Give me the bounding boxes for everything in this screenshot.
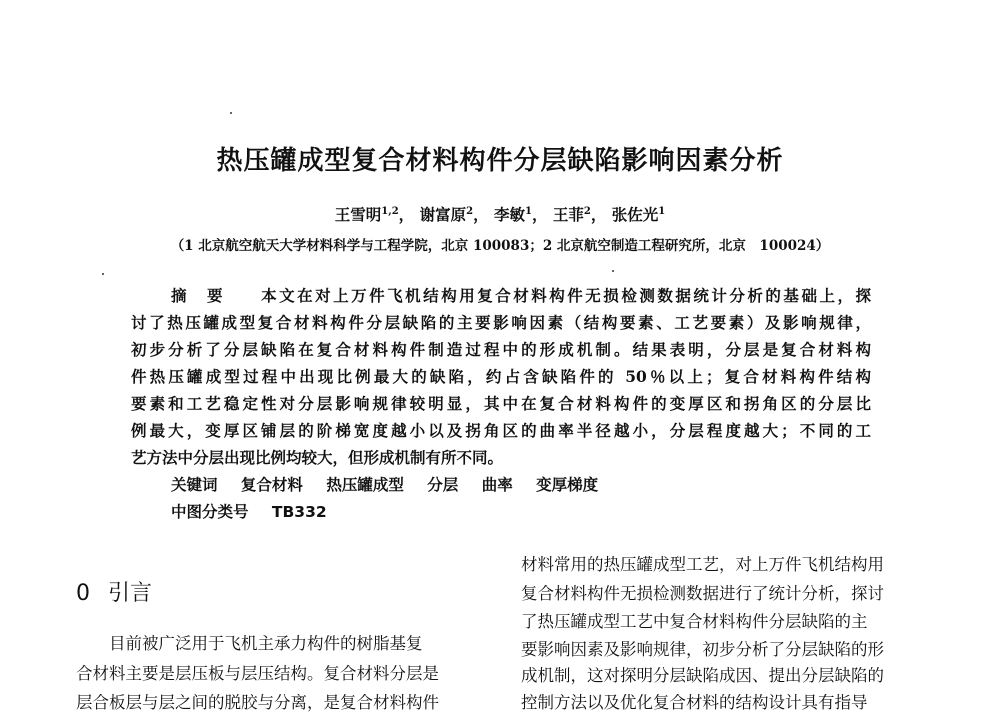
author-name: 李敏 xyxy=(493,205,525,224)
author-name: 王菲 xyxy=(552,205,584,224)
body-line: 目前被广泛用于飞机主承力构件的树脂基复 xyxy=(76,634,423,653)
author-list: 王雪明$^{1,2}$， 谢富原$^2$， 李敏$^1$， 王菲$^2$， 张佐光$^1$ xyxy=(334,205,666,224)
classification-number xyxy=(171,500,327,522)
abstract-line: 要素和工艺稳定性对分层影响规律较明显，其中在复合材料构件的变厚区和拐角区的分层比 xyxy=(131,394,871,413)
body-line: 层合板层与层之间的脱胶与分离，是复合材料构件 xyxy=(76,693,439,712)
author-affiliation-mark: 1 xyxy=(658,205,666,217)
body-line: 材料常用的热压罐成型工艺，对上万件飞机结构用 xyxy=(521,555,884,574)
classification-value: TB332 xyxy=(271,503,327,521)
scan-speck xyxy=(102,273,104,275)
author-affiliation-mark: 1,2 xyxy=(381,205,399,217)
abstract-line: 件热压罐成型过程中出现比例最大的缺陷，约占含缺陷件的 50％以上；复合材料构件结构 xyxy=(131,367,871,386)
section-number: 0 xyxy=(76,581,90,606)
body-line: 成机制，这对探明分层缺陷成因、提出分层缺陷的 xyxy=(521,666,884,685)
abstract-line: 初步分析了分层缺陷在复合材料构件制造过程中的形成机制。结果表明，分层是复合材料构 xyxy=(131,340,871,359)
body-line: 复合材料构件无损检测数据进行了统计分析，探讨 xyxy=(521,584,884,603)
abstract-line: 讨了热压罐成型复合材料构件分层缺陷的主要影响因素（结构要素、工艺要素）及影响规律， xyxy=(131,313,871,332)
scan-speck xyxy=(612,270,614,272)
author-name: 张佐光 xyxy=(611,205,659,224)
body-line: 要影响因素及影响规律，初步分析了分层缺陷的形 xyxy=(521,640,884,659)
abstract-text: 本文在对上万件飞机结构用复合材料构件无损检测数据统计分析的基础上，探 xyxy=(261,286,871,305)
abstract-label: 摘 要 xyxy=(171,287,226,305)
section-title: 引言 xyxy=(108,581,153,606)
author-name: 谢富原 xyxy=(419,205,467,224)
paper-title: 热压罐成型复合材料构件分层缺陷影响因素分析 xyxy=(216,146,784,176)
keyword: 变厚梯度 xyxy=(536,475,599,494)
abstract-line xyxy=(171,284,871,306)
abstract-line: 艺方法中分层出现比例均较大，但形成机制有所不同。 xyxy=(131,448,504,467)
affiliation: （1 北京航空航天大学材料科学与工程学院，北京 100083；2 北京航空制造工程研究所，北京 100024） xyxy=(170,238,830,254)
author-affiliation-mark: 2 xyxy=(466,205,474,217)
classification-label: 中图分类号 xyxy=(171,503,249,521)
keywords-label: 关键词 xyxy=(171,476,218,494)
keywords xyxy=(171,473,598,495)
abstract-line: 例最大，变厚区铺层的阶梯宽度越小以及拐角区的曲率半径越小，分层程度越大；不同的工 xyxy=(131,421,871,440)
section-heading xyxy=(76,576,152,607)
keyword: 分层 xyxy=(427,475,459,494)
body-line: 控制方法以及优化复合材料的结构设计具有指导 xyxy=(521,693,868,712)
author-name: 王雪明 xyxy=(334,205,382,224)
keyword: 复合材料 xyxy=(240,475,303,494)
keyword: 曲率 xyxy=(481,475,513,494)
scan-speck xyxy=(230,112,232,114)
body-line: 合材料主要是层压板与层压结构。复合材料分层是 xyxy=(76,664,439,683)
author-affiliation-mark: 1 xyxy=(524,205,532,217)
keyword: 热压罐成型 xyxy=(326,475,404,494)
author-affiliation-mark: 2 xyxy=(583,205,591,217)
body-line: 了热压罐成型工艺中复合材料构件分层缺陷的主 xyxy=(521,612,868,631)
